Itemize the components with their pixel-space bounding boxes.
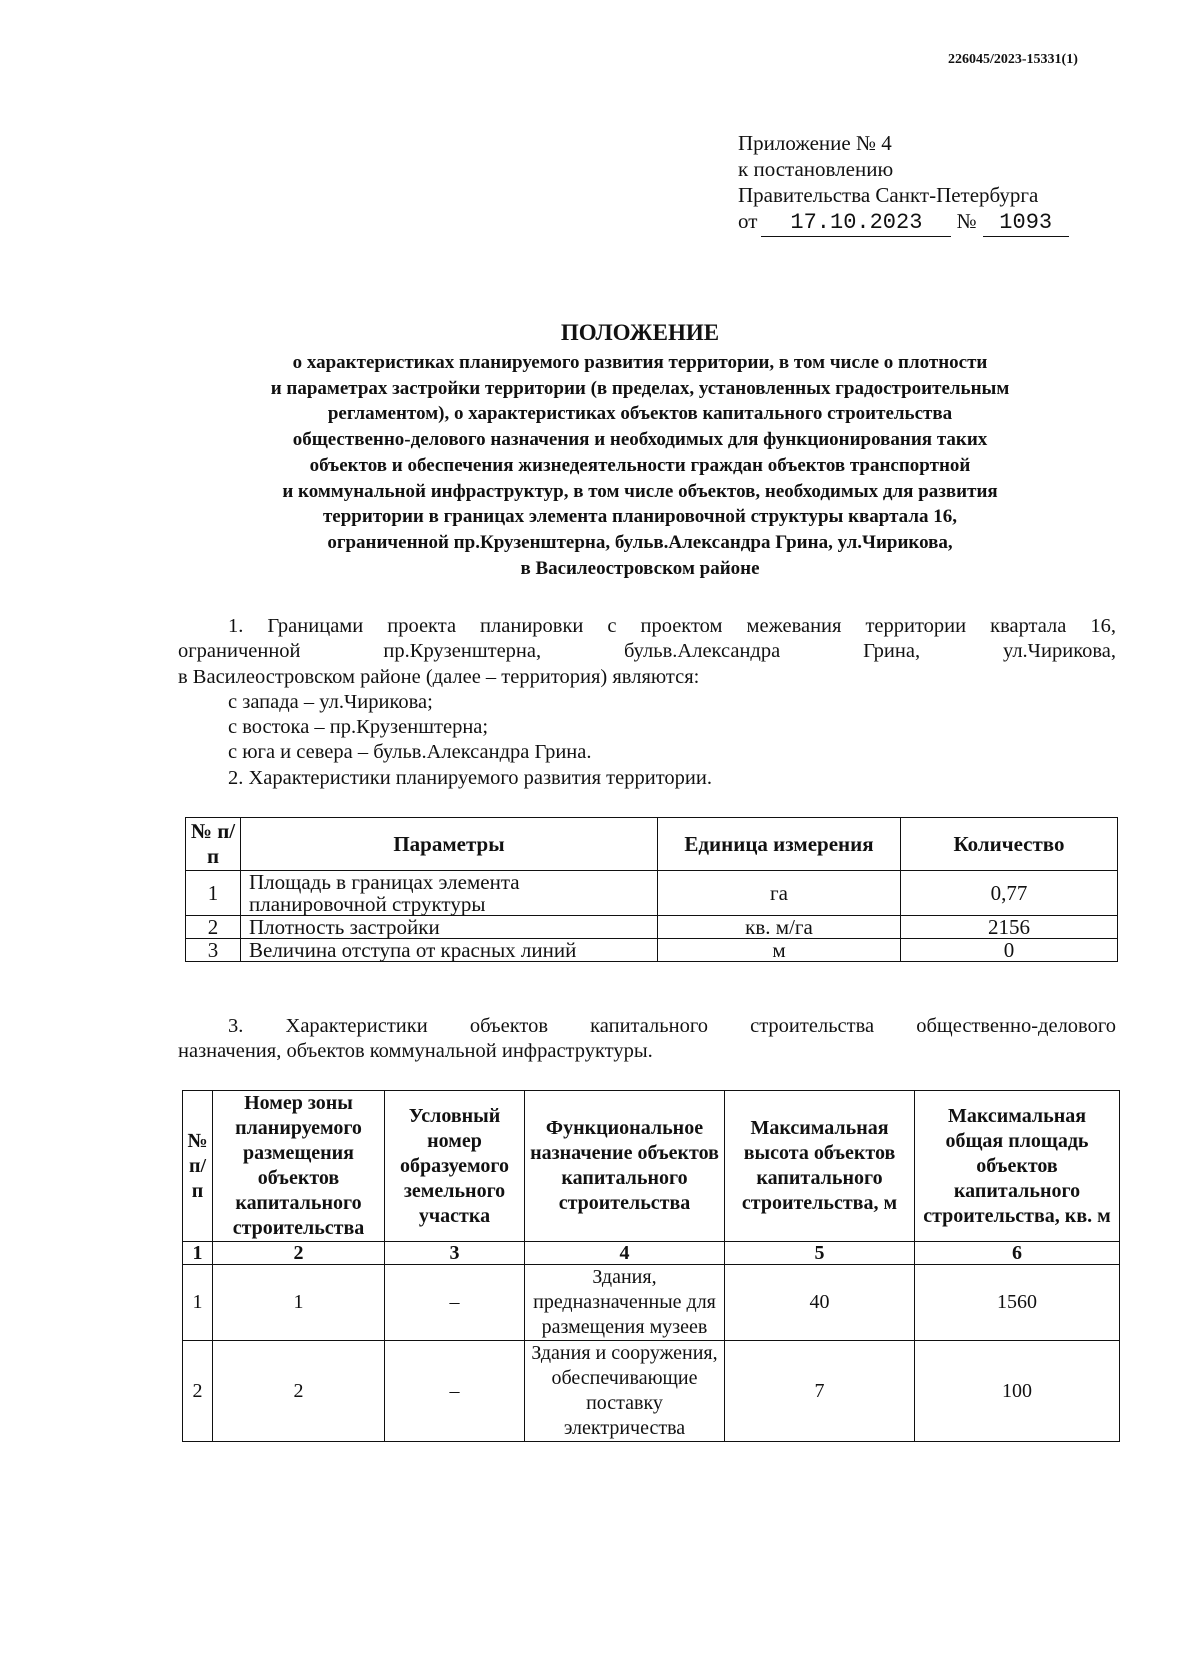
title-line: о характеристиках планируемого развития территории, в том числе о плотности [292, 352, 988, 373]
header-zone: Номер зоны планируемого размещения объектов капитального строительства [213, 1091, 385, 1242]
col-number: 5 [725, 1242, 915, 1265]
row-param: Величина отступа от красных линий [241, 939, 658, 962]
header-unit: Единица измерения [658, 818, 901, 871]
decree-number: 1093 [983, 210, 1069, 237]
row-zone: 1 [213, 1265, 385, 1341]
row-height: 40 [725, 1265, 915, 1341]
header-num: № п/п [186, 818, 241, 871]
header-plot: Условный номер образуемого земельного участка [385, 1091, 525, 1242]
row-param: Плотность застройки [241, 916, 658, 939]
header-num: № п/п [183, 1091, 213, 1242]
capital-objects-table [182, 1090, 1120, 1442]
title-line: регламентом), о характеристиках объектов капитального строительства [327, 403, 953, 425]
row-qty: 0,77 [901, 871, 1118, 916]
table-row [186, 871, 1118, 916]
row-zone: 2 [213, 1341, 385, 1442]
section-3 [178, 1014, 1116, 1065]
title-line: общественно-делового назначения и необходимых для функционирования таких [292, 429, 988, 451]
row-num: 1 [183, 1265, 213, 1341]
boundary-west: с запада – ул.Чирикова; [228, 690, 433, 713]
boundary-south-north: с юга и севера – бульв.Александра Грина. [228, 741, 592, 764]
row-plot: – [385, 1341, 525, 1442]
section-3-line-1: 3. Характеристики объектов капитального строительства общественно-делового [228, 1015, 1116, 1037]
row-num: 2 [186, 916, 241, 939]
row-num: 2 [183, 1341, 213, 1442]
appendix-date-line [738, 208, 1069, 237]
title-line: территории в границах элемента планировочной структуры квартала 16, [322, 506, 958, 528]
header-qty: Количество [901, 818, 1118, 871]
section-1 [178, 614, 1116, 791]
column-number-row [183, 1242, 1120, 1265]
date-prefix: от [738, 209, 758, 233]
number-prefix: № [956, 209, 977, 233]
table-row [183, 1265, 1120, 1341]
header-purpose: Функциональное назначение объектов капитального строительства [525, 1091, 725, 1242]
col-number: 6 [915, 1242, 1120, 1265]
title-line: ограниченной пр.Крузенштерна, бульв.Александра Грина, ул.Чирикова, [327, 531, 953, 553]
row-area: 1560 [915, 1265, 1120, 1341]
table-header-row [183, 1091, 1120, 1242]
table-row [186, 939, 1118, 962]
section-2-heading: 2. Характеристики планируемого развития территории. [228, 766, 712, 789]
row-num: 3 [186, 939, 241, 962]
header-params: Параметры [241, 818, 658, 871]
row-area: 100 [915, 1341, 1120, 1442]
row-unit: кв. м/га [658, 916, 901, 939]
boundary-east: с востока – пр.Крузенштерна; [228, 716, 489, 739]
header-area: Максимальная общая площадь объектов капитального строительства, кв. м [915, 1091, 1120, 1242]
appendix-block [738, 130, 1069, 237]
table-row [183, 1341, 1120, 1442]
title-line: и параметрах застройки территории (в пределах, установленных градостроительным [270, 377, 1010, 399]
section-3-line-2: назначения, объектов коммунальной инфраструктуры. [178, 1040, 653, 1063]
col-number: 3 [385, 1242, 525, 1265]
section-1-line-2: ограниченной пр.Крузенштерна, бульв.Александра Грина, ул.Чирикова, [178, 640, 1116, 663]
appendix-line-3: Правительства Санкт-Петербурга [738, 183, 1039, 207]
col-number: 4 [525, 1242, 725, 1265]
title-line: объектов и обеспечения жизнедеятельности граждан объектов транспортной [309, 454, 971, 476]
row-param: Площадь в границах элемента планировочной структуры [241, 871, 658, 916]
table-row [186, 916, 1118, 939]
title-line: в Василеостровском районе [520, 557, 760, 579]
section-1-line-1: 1. Границами проекта планировки с проектом межевания территории квартала 16, [228, 615, 1116, 637]
appendix-line-1: Приложение № 4 [738, 131, 892, 155]
row-height: 7 [725, 1341, 915, 1442]
row-purpose: Здания, предназначенные для размещения музеев [525, 1265, 725, 1341]
title-heading: ПОЛОЖЕНИЕ [560, 320, 720, 345]
document-title [150, 320, 1130, 581]
col-number: 1 [183, 1242, 213, 1265]
table-header-row [186, 818, 1118, 871]
document-number: 226045/2023-15331(1) [948, 52, 1078, 67]
row-purpose: Здания и сооружения, обеспечивающие поставку электричества [525, 1341, 725, 1442]
section-1-line-3: в Василеостровском районе (далее – территория) являются: [178, 665, 700, 688]
row-num: 1 [186, 871, 241, 916]
row-qty: 2156 [901, 916, 1118, 939]
row-qty: 0 [901, 939, 1118, 962]
title-line: и коммунальной инфраструктур, в том числе объектов, необходимых для развития [282, 480, 998, 502]
decree-date: 17.10.2023 [761, 210, 951, 237]
appendix-line-2: к постановлению [738, 157, 894, 181]
header-height: Максимальная высота объектов капитального строительства, м [725, 1091, 915, 1242]
row-unit: м [658, 939, 901, 962]
row-plot: – [385, 1265, 525, 1341]
col-number: 2 [213, 1242, 385, 1265]
territory-characteristics-table [185, 817, 1118, 962]
row-unit: га [658, 871, 901, 916]
